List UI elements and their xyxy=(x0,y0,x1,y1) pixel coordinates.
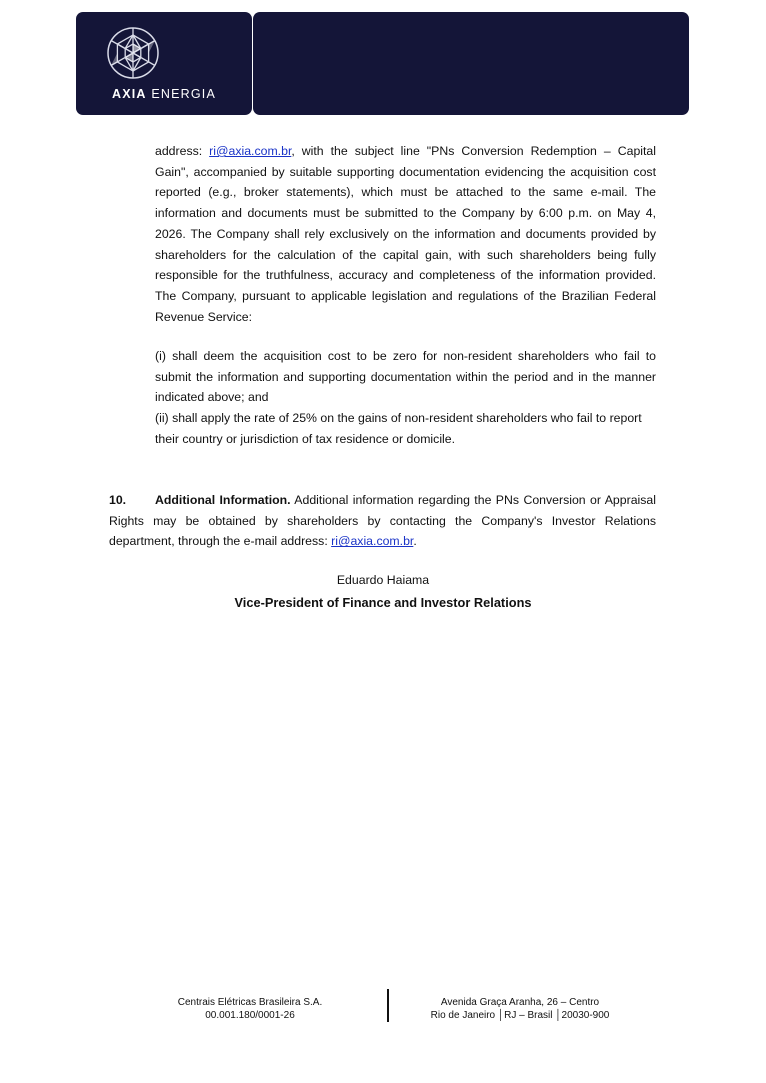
list-item-i: (i) shall deem the acquisition cost to be zero for non-resident shareholders who fail to submit the information and supporting documentation within the period and in the manner indicated above; and xyxy=(155,349,656,405)
signatory-title: Vice-President of Finance and Investor Relations xyxy=(234,595,532,610)
email-link-ir[interactable]: ri@axia.com.br xyxy=(331,534,414,549)
footer-cnpj: 00.001.180/0001-26 xyxy=(205,1010,295,1021)
section-number: 10. xyxy=(109,493,127,507)
list-item-ii: (ii) shall apply the rate of 25% on the gains of non-resident shareholders who fail to report their country or jurisdiction of tax residence or domicile. xyxy=(155,411,642,446)
header-banner-panel xyxy=(253,12,689,115)
email-link[interactable]: ri@axia.com.br xyxy=(209,144,292,158)
axia-logo-icon xyxy=(106,26,160,80)
footer-company-name: Centrais Elétricas Brasileira S.A. xyxy=(177,997,323,1008)
footer-address-line1: Avenida Graça Aranha, 26 – Centro xyxy=(440,997,600,1008)
tax-treatment-list xyxy=(155,346,656,450)
footer-address xyxy=(420,996,620,1022)
footer-divider xyxy=(387,989,389,1022)
signatory-name: Eduardo Haiama xyxy=(336,573,430,587)
footer-company xyxy=(150,996,350,1022)
section-title: Additional Information. xyxy=(155,493,291,507)
footer-address-line2: Rio de Janeiro │RJ – Brasil │20030-900 xyxy=(430,1010,610,1021)
logo-wordmark: AXIA ENERGIA xyxy=(111,87,217,101)
paragraph-capital-gain: address: ri@axia.com.br, with the subject line "PNs Conversion Redemption – Capital Gain", accompanied by suitable supporting documentation evidencing the acquisition cost reported (e.g., broker statements), which must be attached to the same e-mail. The information and documents must be submitted to the Company by 6:00 p.m. on May 4, 2026. The Company shall rely exclusively on the information and documents provided by shareholders for the calculation of the capital gain, with such shareholders being fully responsible for the truthfulness, accuracy and completeness of the information provided. The Company, pursuant to applicable legislation and regulations of the Brazilian Federal Revenue Service: xyxy=(155,144,656,324)
section-additional-information: 10. Additional Information. Additional information regarding the PNs Conversion or Appraisal Rights may be obtained by shareholders by contacting the Company's Investor Relations department, through the e-mail address: ri@axia.com.br. xyxy=(109,490,656,552)
